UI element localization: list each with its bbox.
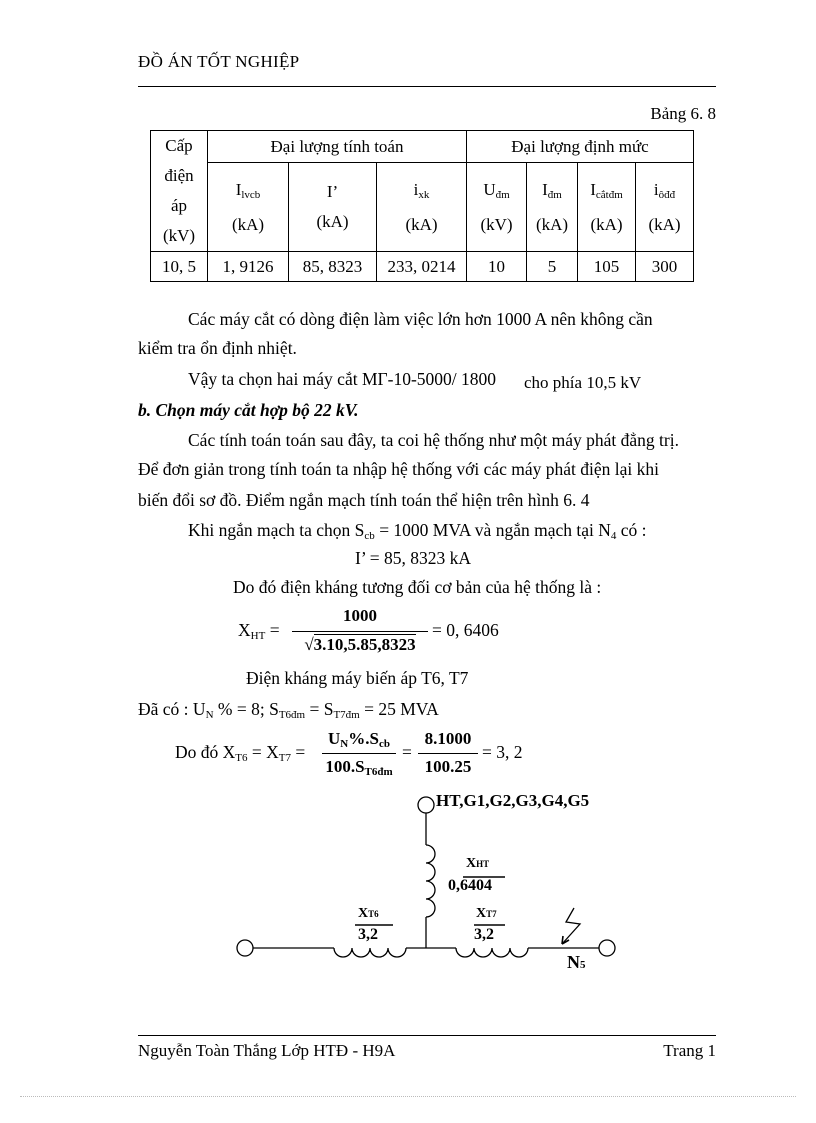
paragraph-line: Đã có : $U_N$ % = 8; $S_{T6đm} = S_{T7đm} = 25$ MVA [138, 699, 439, 721]
col-header-i-prime: I’ (kA) [289, 163, 377, 252]
page-header-title: ĐỒ ÁN TỐT NGHIỆP [138, 52, 300, 71]
table-cell: 10 [467, 252, 527, 282]
paragraph-line: Các tính toán toán sau đây, ta coi hệ thống như một máy phát đẳng trị. [188, 430, 679, 450]
table-cell: 1, 9126 [208, 252, 289, 282]
xt7-value: 3,2 [474, 926, 494, 943]
calculated-group-header: Đại lượng tính toán [208, 131, 467, 163]
footer-rule [138, 1035, 716, 1036]
fault-arrow-icon [562, 908, 580, 944]
voltage-header-line: áp [170, 196, 188, 215]
section-heading: b. Chọn máy cắt hợp bộ 22 kV. [138, 400, 359, 420]
col-header-udm: $U_{đm}$ (kV) [467, 163, 527, 252]
source-label: HT,G1,G2,G3,G4,G5 [436, 791, 590, 810]
paragraph-line: Vậy ta chọn hai máy cắt MГ-10-5000/ 1800 [188, 369, 497, 389]
footer-author: Nguyễn Toàn Thắng Lớp HTĐ - H9A [138, 1041, 396, 1060]
col-header-icatdm: $I_{cắtđm}$ (kA) [578, 163, 636, 252]
formula-xt-denominator-1: $100.S_{T6đm}$ [325, 757, 393, 778]
voltage-header-line: điện [164, 166, 194, 185]
paragraph-line: I’ = 85, 8323 kA [355, 548, 471, 568]
table-cell: 85, 8323 [289, 252, 377, 282]
table-cell: 233, 0214 [377, 252, 467, 282]
paragraph-line: cho phía 10,5 kV [524, 373, 642, 392]
formula-xt-result: = 3, 2 [482, 742, 523, 762]
table-caption: Bảng 6. 8 [650, 104, 716, 123]
xht-label: XHT [466, 856, 490, 871]
voltage-header-line: Cấp [165, 136, 193, 155]
table-cell: 10, 5 [151, 252, 208, 282]
paragraph-line: Để đơn giản trong tính toán ta nhập hệ thống với các máy phát điện lại khi [138, 459, 660, 479]
inductor-xt7-icon [456, 948, 528, 957]
rated-group-header: Đại lượng định mức [467, 131, 694, 163]
paragraph-line: Do đó điện kháng tương đối cơ bản của hệ thống là : [233, 577, 602, 597]
xht-value: 0,6404 [448, 877, 492, 894]
voltage-header-line: (kV) [162, 226, 196, 245]
left-terminal-node-icon [237, 940, 253, 956]
formula-xht-lhs: $X_{HT}$ = [238, 620, 280, 642]
xt6-value: 3,2 [358, 926, 378, 943]
sqrt-icon: √ [304, 635, 314, 654]
footer-page-number: Trang 1 [663, 1041, 716, 1060]
formula-xht-result: = 0, 6406 [432, 620, 499, 640]
paragraph-line: biến đổi sơ đồ. Điểm ngắn mạch tính toán thể hiện trên hình 6. 4 [138, 490, 590, 510]
col-header-idm: $I_{đm}$ (kA) [527, 163, 578, 252]
xt7-label: XT7 [476, 906, 497, 921]
formula-xt-numerator-2: 8.1000 [424, 729, 472, 748]
paragraph-line: Khi ngắn mạch ta chọn $S_{cb} = 1000$ MVA và ngắn mạch tại $N_4$ có : [188, 520, 647, 542]
paragraph-line: kiểm tra ổn định nhiệt. [138, 338, 297, 358]
table-cell: 300 [636, 252, 694, 282]
xt6-label: XT6 [358, 906, 379, 921]
formula-xht-denominator: √3.10,5.85,8323 [304, 635, 416, 654]
fault-label: N5 [567, 952, 586, 972]
paragraph-line: Điện kháng máy biến áp T6, T7 [246, 668, 469, 688]
col-header-iodd: $i_{ôđđ}$ (kA) [636, 163, 694, 252]
col-header-ixk: $i_{xk}$ (kA) [377, 163, 467, 252]
table-cell: 105 [578, 252, 636, 282]
col-header-ilvcb: $I_{lvcb}$ (kA) [208, 163, 289, 252]
source-node-icon [418, 797, 434, 813]
table-cell: 5 [527, 252, 578, 282]
formula-xht-numerator: 1000 [343, 606, 377, 625]
inductor-xt6-icon [334, 948, 406, 957]
formula-xt-lhs: Do đó $X_{T6} = X_{T7}$ = [175, 742, 306, 764]
paragraph-line: Các máy cắt có dòng điện làm việc lớn hơn 1000 A nên không cần [188, 309, 653, 329]
inductor-xht-icon [426, 845, 435, 917]
equals-sign: = [402, 742, 412, 762]
formula-xt-denominator-2: 100.25 [424, 757, 472, 776]
page-edge-divider [20, 1096, 796, 1097]
formula-xt-numerator-1: $U_N\%.S_{cb}$ [328, 729, 390, 750]
fault-node-icon [599, 940, 615, 956]
